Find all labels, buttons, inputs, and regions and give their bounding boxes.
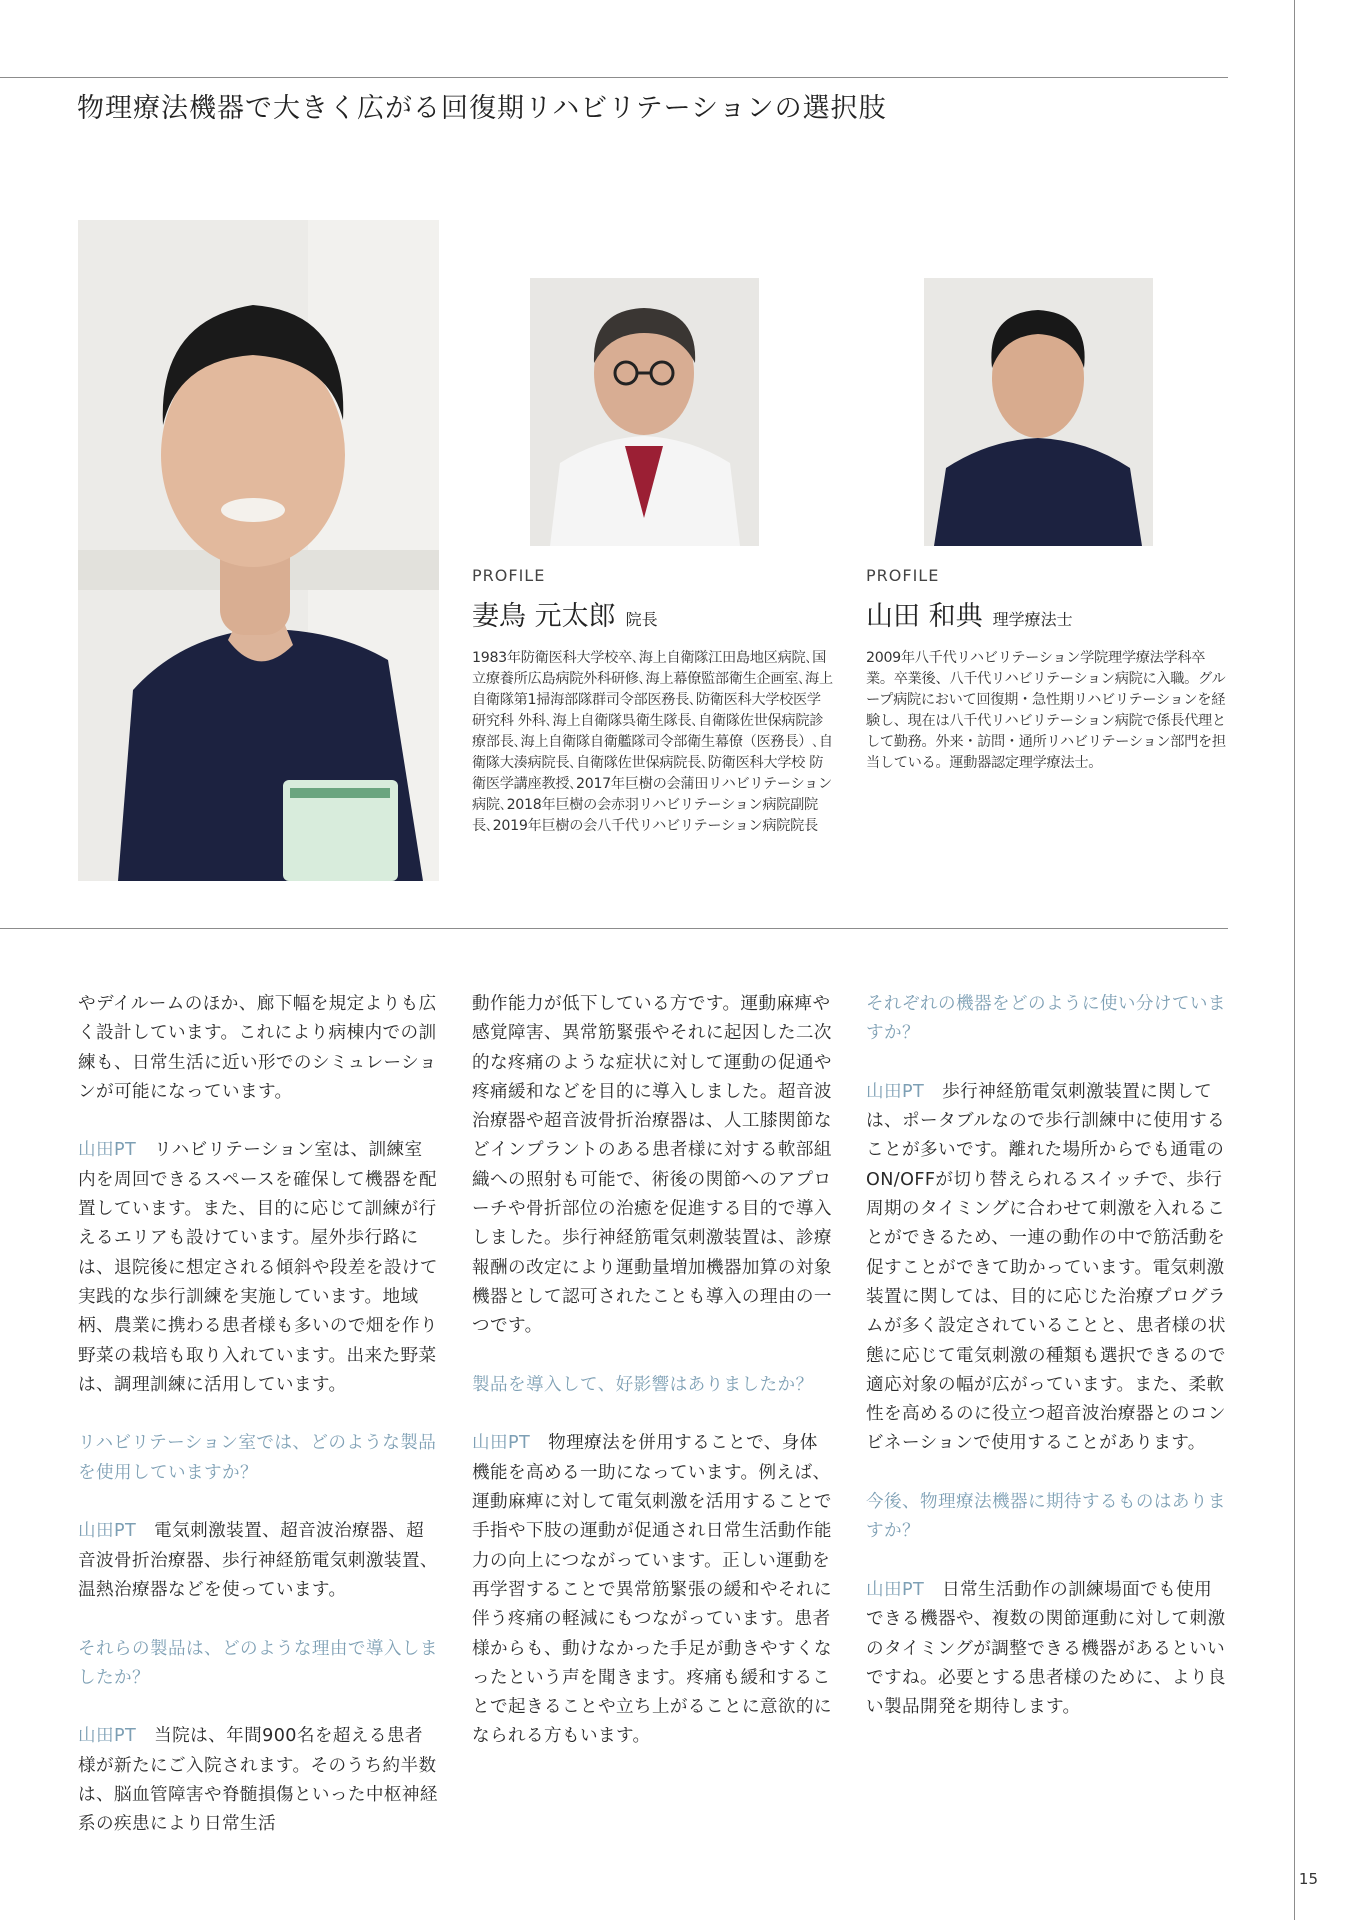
answer-text: 当院は、年間900名を超える患者様が新たにご入院されます。そのうち約半数は、脳血管障害や脊髄損傷といった中枢神経系の疾患により日常生活 xyxy=(78,1726,438,1835)
margin-rule xyxy=(1294,0,1295,1920)
profile-role: 院長 xyxy=(625,610,658,629)
article-paragraph xyxy=(78,1136,440,1400)
answer-text: 日常生活動作の訓練場面でも使用できる機器や、複数の関節運動に対して刺激のタイミングが調整できる機器があるといいですね。必要とする患者様のために、より良い製品開発を期待します。 xyxy=(866,1579,1226,1718)
page-title: 物理療法機器で大きく広がる回復期リハビリテーションの選択肢 xyxy=(77,93,887,124)
article-paragraph: やデイルームのほか、廊下幅を規定よりも広く設計しています。これにより病棟内での訓練も、日常生活に近い形でのシミュレーションが可能になっています。 xyxy=(78,994,437,1102)
question-heading: それらの製品は、どのような理由で導入しましたか？ xyxy=(78,1638,438,1688)
article-paragraph xyxy=(78,1517,440,1605)
answer-text: 電気刺激装置、超音波治療器、超音波骨折治療器、歩行神経筋電気刺激装置、温熱治療器などを使っています。 xyxy=(78,1521,438,1600)
speaker-label: 山田PT xyxy=(78,1726,137,1747)
profile-bio: 2009年八千代リハビリテーション学院理学療法学科卒業。卒業後、八千代リハビリテーション病院に入職。グループ病院において回復期・急性期リハビリテーションを経験し、現在は八千代リハビリテーション病院で係長代理として勤務。外来・訪問・通所リハビリテーション部門を担当している。運動器認定理学療法士。 xyxy=(866,650,1226,771)
interview-photo xyxy=(78,220,439,881)
profile-label: PROFILE xyxy=(472,566,546,585)
question-heading: それぞれの機器をどのように使い分けていますか？ xyxy=(866,994,1226,1044)
article-paragraph xyxy=(866,1576,1228,1722)
article-column-2 xyxy=(472,990,834,1781)
section-divider xyxy=(0,928,1228,929)
article-paragraph xyxy=(472,1429,834,1751)
article-paragraph xyxy=(78,1722,440,1839)
profile-photo-director xyxy=(530,278,759,546)
question-heading: リハビリテーション室では、どのような製品を使用していますか？ xyxy=(78,1433,437,1483)
article-column-1 xyxy=(78,990,440,1869)
speaker-label: 山田PT xyxy=(866,1081,925,1102)
answer-text: 物理療法を併用することで、身体機能を高める一助になっています。例えば、運動麻痺に対して電気刺激を活用することで手指や下肢の運動が促通され日常生活動作能力の向上につながっています。正しい運動を再学習することで異常筋緊張の緩和やそれに伴う疼痛の軽減にもつながっています。患者様からも、動けなかった手足が動きやすくなったという声を聞きます。疼痛も緩和することで起きることや立ち上がることに意欲的になられる方もいます。 xyxy=(472,1433,832,1747)
profile-label: PROFILE xyxy=(866,566,940,585)
question-heading: 今後、物理療法機器に期待するものはありますか？ xyxy=(866,1492,1226,1542)
answer-text: リハビリテーション室は、訓練室内を周回できるスペースを確保して機器を配置しています。また、目的に応じて訓練が行えるエリアも設けています。屋外歩行路には、退院後に想定される傾斜や段差を設けて実践的な歩行訓練を実施しています。地域柄、農業に携わる患者様も多いので畑を作り野菜の栽培も取り入れています。出来た野菜は、調理訓練に活用しています。 xyxy=(78,1140,438,1395)
profile-name xyxy=(472,594,658,633)
speaker-label: 山田PT xyxy=(472,1433,531,1454)
article-column-3 xyxy=(866,990,1228,1752)
speaker-label: 山田PT xyxy=(78,1140,137,1161)
speaker-label: 山田PT xyxy=(866,1579,925,1600)
profile-role: 理学療法士 xyxy=(992,610,1073,629)
profile-bio: 1983年防衛医科大学校卒､海上自衛隊江田島地区病院､国立療養所広島病院外科研修､海上幕僚監部衛生企画室､海上自衛隊第1掃海部隊群司令部医務長､防衛医科大学校医学研究科 外科､海上自衛隊呉衛生隊長､自衛隊佐世保病院診療部長､海上自衛隊自衛艦隊司令部衛生幕僚（医務長）､自衛隊大湊病院長､自衛隊佐世保病院長､防衛医科大学校 防衛医学講座教授､2017年巨樹の会蒲田リハビリテーション病院､2018年巨樹の会赤羽リハビリテーション病院副院長､2019年巨樹の会八千代リハビリテーション病院院長 xyxy=(472,650,833,834)
profile-name-text: 妻鳥 元太郎 xyxy=(472,601,616,632)
answer-text: 歩行神経筋電気刺激装置に関しては、ポータブルなので歩行訓練中に使用することが多いです。離れた場所からでも通電のON/OFFが切り替えられるスイッチで、歩行周期のタイミングに合わせて刺激を入れることができるため、一連の動作の中で筋活動を促すことができて助かっています。電気刺激装置に関しては、目的に応じた治療プログラムが多く設定されていることと、患者様の状態に応じて電気刺激の種類も選択できるので適応対象の幅が広がっています。また、柔軟性を高めるのに役立つ超音波治療器とのコンビネーションで使用することがあります。 xyxy=(866,1081,1226,1454)
page-number: 15 xyxy=(1298,1870,1318,1888)
header-rule xyxy=(0,77,1228,78)
profile-photo-therapist xyxy=(924,278,1153,546)
speaker-label: 山田PT xyxy=(78,1521,137,1542)
profile-name xyxy=(866,594,1073,633)
article-paragraph xyxy=(866,1078,1228,1459)
profile-name-text: 山田 和典 xyxy=(866,601,983,632)
article-paragraph: 動作能力が低下している方です。運動麻痺や感覚障害、異常筋緊張やそれに起因した二次的な疼痛のような症状に対して運動の促通や疼痛緩和などを目的に導入しました。超音波治療器や超音波骨折治療器は、人工膝関節などインプラントのある患者様に対する軟部組織への照射も可能で、術後の関節へのアプローチや骨折部位の治癒を促進する目的で導入しました。歩行神経筋電気刺激装置は、診療報酬の改定により運動量増加機器加算の対象機器として認可されたことも導入の理由の一つです。 xyxy=(472,994,832,1337)
question-heading: 製品を導入して、好影響はありましたか？ xyxy=(472,1374,814,1395)
